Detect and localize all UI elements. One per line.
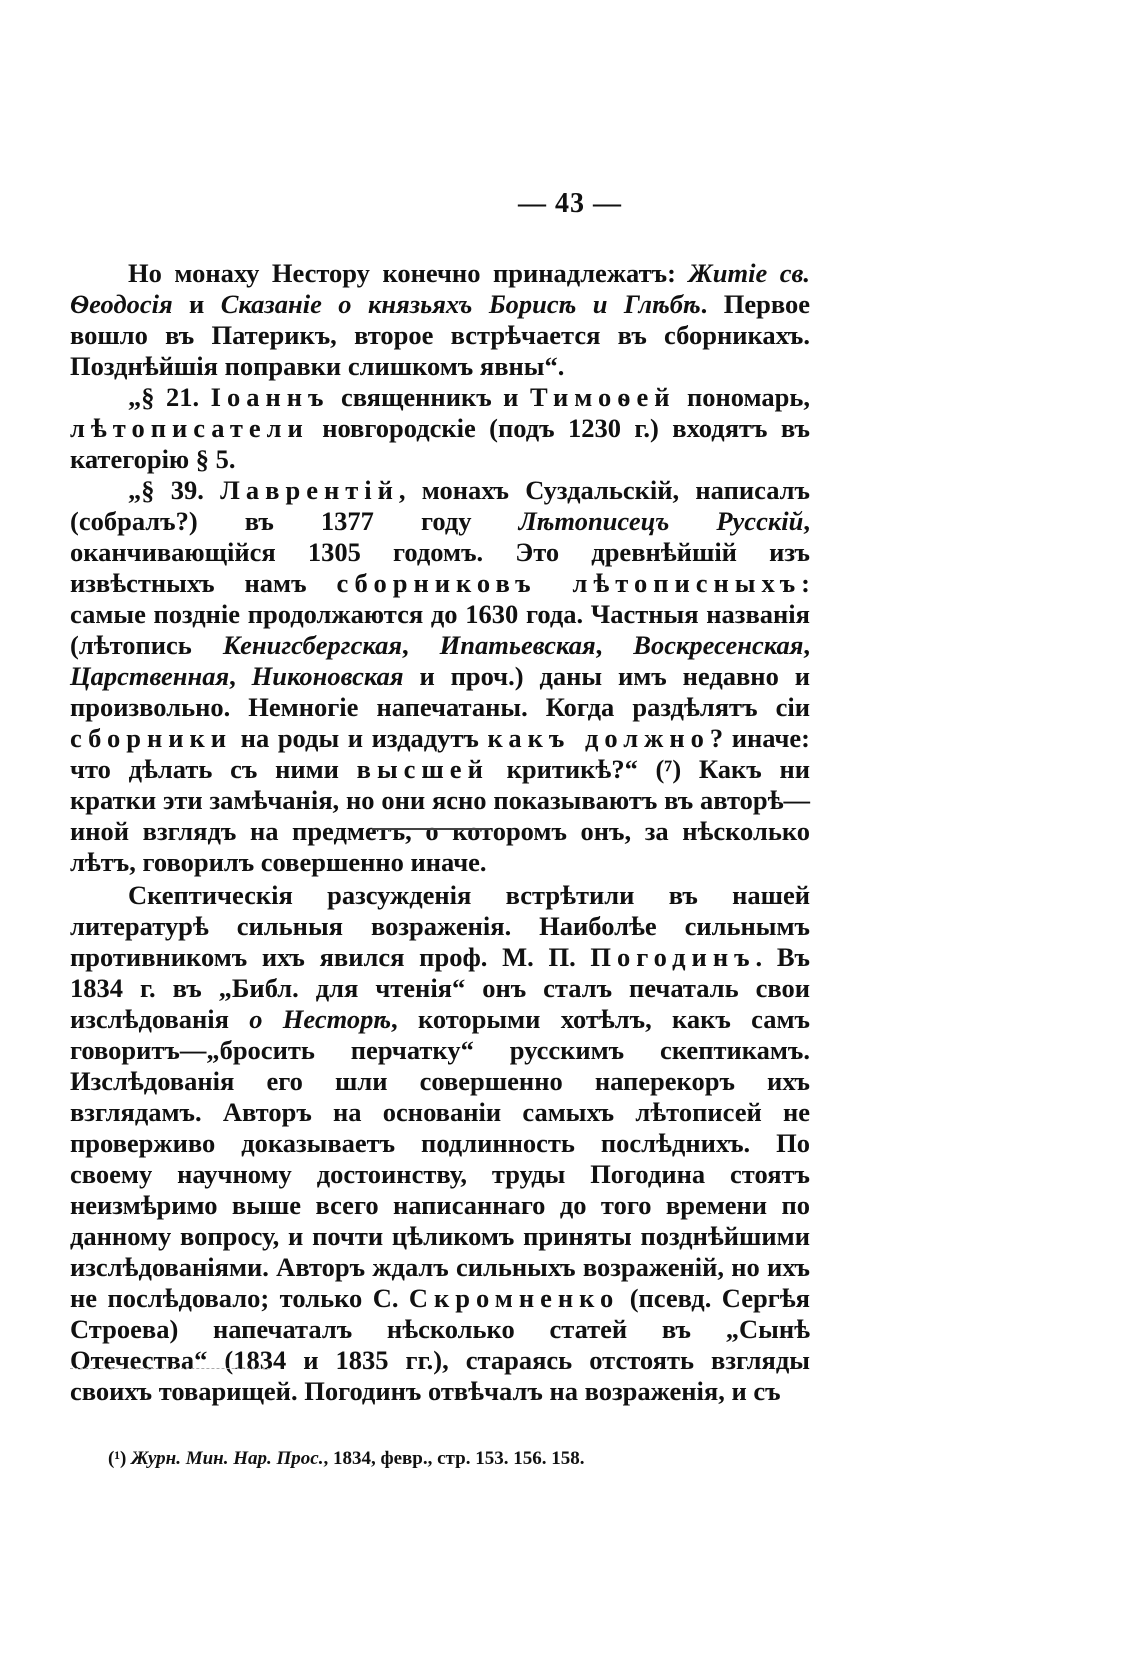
footnote-source: Журн. Мин. Нар. Прос.	[131, 1448, 324, 1469]
term-spaced: высшей	[356, 754, 489, 784]
section-divider	[372, 828, 490, 830]
text-run: ? иначе: что дѣлать съ ними	[70, 723, 811, 784]
name-spaced: Скромненко	[408, 1283, 620, 1313]
text-run: (псевд. Сергѣя Строева) напечаталъ нѣсколько статей въ „Сынѣ Отечества“ (1834 и 1835 гг.), стараясь отстоять взгляды своихъ товарищей. Погодинъ отвѣчалъ на возраженія, и съ	[70, 1283, 810, 1406]
text-run: пономарь,	[675, 382, 810, 412]
footnote	[108, 1448, 584, 1470]
paragraph-skeptics	[70, 880, 810, 1407]
main-text-section-2	[70, 880, 810, 1407]
text-run: , монахъ Суздальскій, написалъ (собралъ?) въ 1377 году	[70, 475, 810, 536]
footnote-divider	[70, 1368, 270, 1369]
text-run: Но монаху Нестору конечно принадлежатъ:	[128, 258, 689, 288]
text-run: ,	[402, 630, 440, 660]
name-spaced: Тимоѳей	[529, 382, 676, 412]
page-number: — 43 —	[518, 188, 622, 219]
title-italic: Никоновская	[251, 661, 404, 691]
title-italic: Житіе св. Ѳеодосія	[70, 258, 811, 319]
text-run: новгородскіе (подъ 1230 г.) входятъ въ категорію § 5.	[70, 413, 810, 474]
text-run: священникъ и	[329, 382, 530, 412]
term-spaced: лѣтописатели	[70, 413, 309, 443]
term-spaced: сборниковъ лѣтописныхъ	[336, 568, 802, 598]
name-spaced: Іоаннъ	[210, 382, 330, 412]
title-italic: Лѣтописецъ Русскій	[518, 506, 804, 536]
text-run: „§ 21.	[128, 382, 211, 412]
text-run: : самые поздніе продолжаются до 1630 года. Частныя названія (лѣтопись	[70, 568, 810, 660]
text-run: , которыми хотѣлъ, какъ самъ говоритъ—„бросить перчатку“ русскимъ скептикамъ. Изслѣдованія его шли совершенно наперекоръ ихъ взглядамъ. Авторъ на основаніи самыхъ лѣтописей не проверживо доказываетъ подлинность послѣднихъ. По своему научному достоинству, труды Погодина стоятъ неизмѣримо выше всего написаннаго до того времени по данному вопросу, и почти цѣликомъ приняты позднѣйшими изслѣдованіями. Авторъ ждалъ сильныхъ возраженій, но ихъ не послѣдовало; только С.	[70, 1004, 810, 1313]
footnote-details: , 1834, февр., стр. 153. 156. 158.	[323, 1448, 585, 1469]
text-run: . Въ 1834 г. въ „Библ. для чтенія“ онъ сталъ печаталь свои изслѣдованія	[70, 942, 811, 1034]
paragraph-section-21	[70, 382, 810, 475]
title-italic: Сказаніе о князьяхъ Борисѣ и Глѣбѣ	[220, 289, 701, 319]
text-run: критикѣ?“ (⁷) Какъ ни кратки эти замѣчанія, но они ясно показываютъ въ авторѣ—иной взглядъ на предметъ, о которомъ онъ, за нѣсколько лѣтъ, говорилъ совершенно иначе.	[70, 754, 811, 877]
footnote-marker: (¹)	[108, 1448, 127, 1469]
text-run: на роды и издадутъ	[232, 723, 488, 753]
main-text-section-1	[70, 258, 810, 878]
title-italic: о Несторѣ	[249, 1004, 392, 1034]
text-run: ,	[595, 630, 634, 660]
title-italic: Царственная	[70, 661, 230, 691]
text-run: , оканчивающійся 1305 годомъ. Это древнѣйшій изъ извѣстныхъ намъ	[70, 506, 810, 598]
term-spaced: какъ должно	[487, 723, 710, 753]
paragraph-section-39	[70, 475, 810, 878]
text-run: и	[172, 289, 221, 319]
paragraph-nestor	[70, 258, 810, 382]
text-run: ,	[803, 630, 811, 660]
title-italic: Ипатьевская	[439, 630, 596, 660]
name-spaced: Погодинъ	[590, 942, 756, 972]
text-run: ,	[229, 661, 252, 691]
text-run: . Первое вошло въ Патерикъ, второе встрѣчается въ сборникахъ. Позднѣйшія поправки слишкомъ явны“.	[70, 289, 810, 381]
term-spaced: сборники	[70, 723, 233, 753]
title-italic: Воскресенская	[633, 630, 804, 660]
text-run: и проч.) даны имъ недавно и произвольно. Немногіе напечатаны. Когда раздѣлятъ сіи	[70, 661, 810, 722]
title-italic: Кенигсбергская	[222, 630, 403, 660]
text-run: Скептическія разсужденія встрѣтили въ нашей литературѣ сильныя возраженія. Наиболѣе сильнымъ противникомъ ихъ явился проф. М. П.	[70, 880, 810, 972]
name-spaced: Лаврентій	[220, 475, 399, 505]
text-run: „§ 39.	[128, 475, 221, 505]
